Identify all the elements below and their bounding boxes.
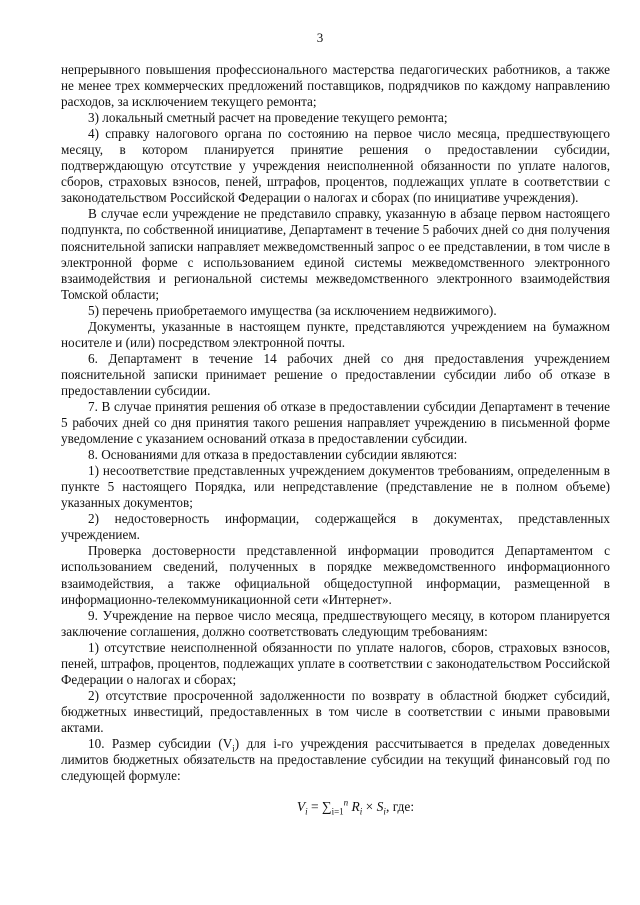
paragraph-list — [61, 62, 610, 736]
page-number: 3 — [316, 30, 324, 45]
paragraph-10 — [61, 736, 610, 784]
para10-text-end: ) для i-го учреждения рассчитывается в пределах доведенных лимитов бюджетных обязательств на предоставление субсидии на текущий финансовый год по следующей формуле: — [61, 735, 610, 784]
formula-sum-lower: i=1 — [331, 806, 344, 817]
formula-s-index: i — [383, 806, 386, 817]
paragraph: 3) локальный сметный расчет на проведение текущего ремонта; — [88, 110, 448, 126]
formula-r-index: i — [359, 806, 363, 817]
paragraph: 2) недостоверность информации, содержащейся в документах, представленных учреждением. — [61, 511, 610, 543]
paragraph: 7. В случае принятия решения об отказе в предоставлении субсидии Департамент в течение 5 рабочих дней со дня принятия такого решения направляет учреждению в письменной форме уведомление с указанием оснований отказа в предоставлении субсидии. — [61, 398, 610, 447]
paragraph: 6. Департамент в течение 14 рабочих дней со дня предоставления учреждением пояснительной записки принимает решение о предоставлении субсидии либо об отказе в предоставлении субсидии. — [61, 350, 610, 398]
paragraph: В случае если учреждение не представило справку, указанную в абзаце первом настоящего подпункта, по собственной инициативе, Департамент в течение 5 рабочих дней со дня получения пояснительной записки направляет межведомственный запрос о ее представлении, в том числе в электронной форме с использованием единой системы межведомственного электронного взаимодействия и региональной системы межведомственного электронного взаимодействия Томской области; — [61, 206, 610, 302]
para10-subscript: i — [232, 743, 235, 754]
formula-tail: , где: — [385, 799, 415, 815]
formula-v-index: i — [305, 806, 308, 817]
paragraph: Документы, указанные в настоящем пункте, представляются учреждением на бумажном носителе и (или) посредством электронной почты. — [61, 318, 610, 350]
paragraph: 5) перечень приобретаемого имущества (за исключением недвижимого). — [88, 302, 497, 318]
formula-s: S — [376, 799, 384, 815]
paragraph: 2) отсутствие просроченной задолженности по возврату в областной бюджет субсидий, бюджетных инвестиций, предоставленных в том числе в соответствии с иными правовыми актами. — [61, 687, 610, 735]
formula-sum-sign: = ∑ — [307, 799, 332, 815]
paragraph: 1) отсутствие неисполненной обязанности по уплате налогов, сборов, страховых взносов, пеней, штрафов, процентов, подлежащих уплате в соответствии с законодательством Российской Федерации о налогах и сборах; — [61, 639, 610, 687]
paragraph: 1) несоответствие представленных учреждением документов требованиям, определенным в пункте 5 настоящего Порядка, или непредставление (представление не в полном объеме) указанных документов; — [61, 463, 610, 511]
document-body — [61, 62, 610, 815]
paragraph: 4) справку налогового органа по состоянию на первое число месяца, предшествующего месяцу, в котором планируется принятие решения о предоставлении субсидии, подтверждающую отсутствие у учреждения неисполненной обязанности по уплате налогов, сборов, страховых взносов, пеней, штрафов, процентов, подлежащих уплате в соответствии с законодательством Российской Федерации о налогах и сборах (по инициативе учреждения). — [61, 126, 610, 206]
paragraph: 9. Учреждение на первое число месяца, предшествующего месяцу, в котором планируется заключение соглашения, должно соответствовать следующим требованиям: — [61, 607, 610, 639]
paragraph: Проверка достоверности представленной информации проводится Департаментом с использованием сведений, полученных в порядке межведомственного информационного взаимодействия, а также официальной общедоступной информации, размещенной в информационно-телекоммуникационной сети «Интернет». — [61, 543, 610, 607]
para10-text-start: 10. Размер субсидии (V — [88, 735, 233, 751]
paragraph: непрерывного повышения профессионального мастерства педагогических работников, а также не менее трех коммерческих предложений поставщиков, подрядчиков по каждому направлению расходов, за исключением текущего ремонта; — [61, 62, 610, 110]
formula-times: × — [362, 799, 377, 815]
formula-v: V — [296, 799, 306, 815]
formula-sum-upper: n — [343, 797, 349, 808]
paragraph: 8. Основаниями для отказа в предоставлении субсидии являются: — [88, 447, 458, 463]
subsidy-formula — [61, 799, 610, 815]
formula-r: R — [351, 799, 360, 815]
